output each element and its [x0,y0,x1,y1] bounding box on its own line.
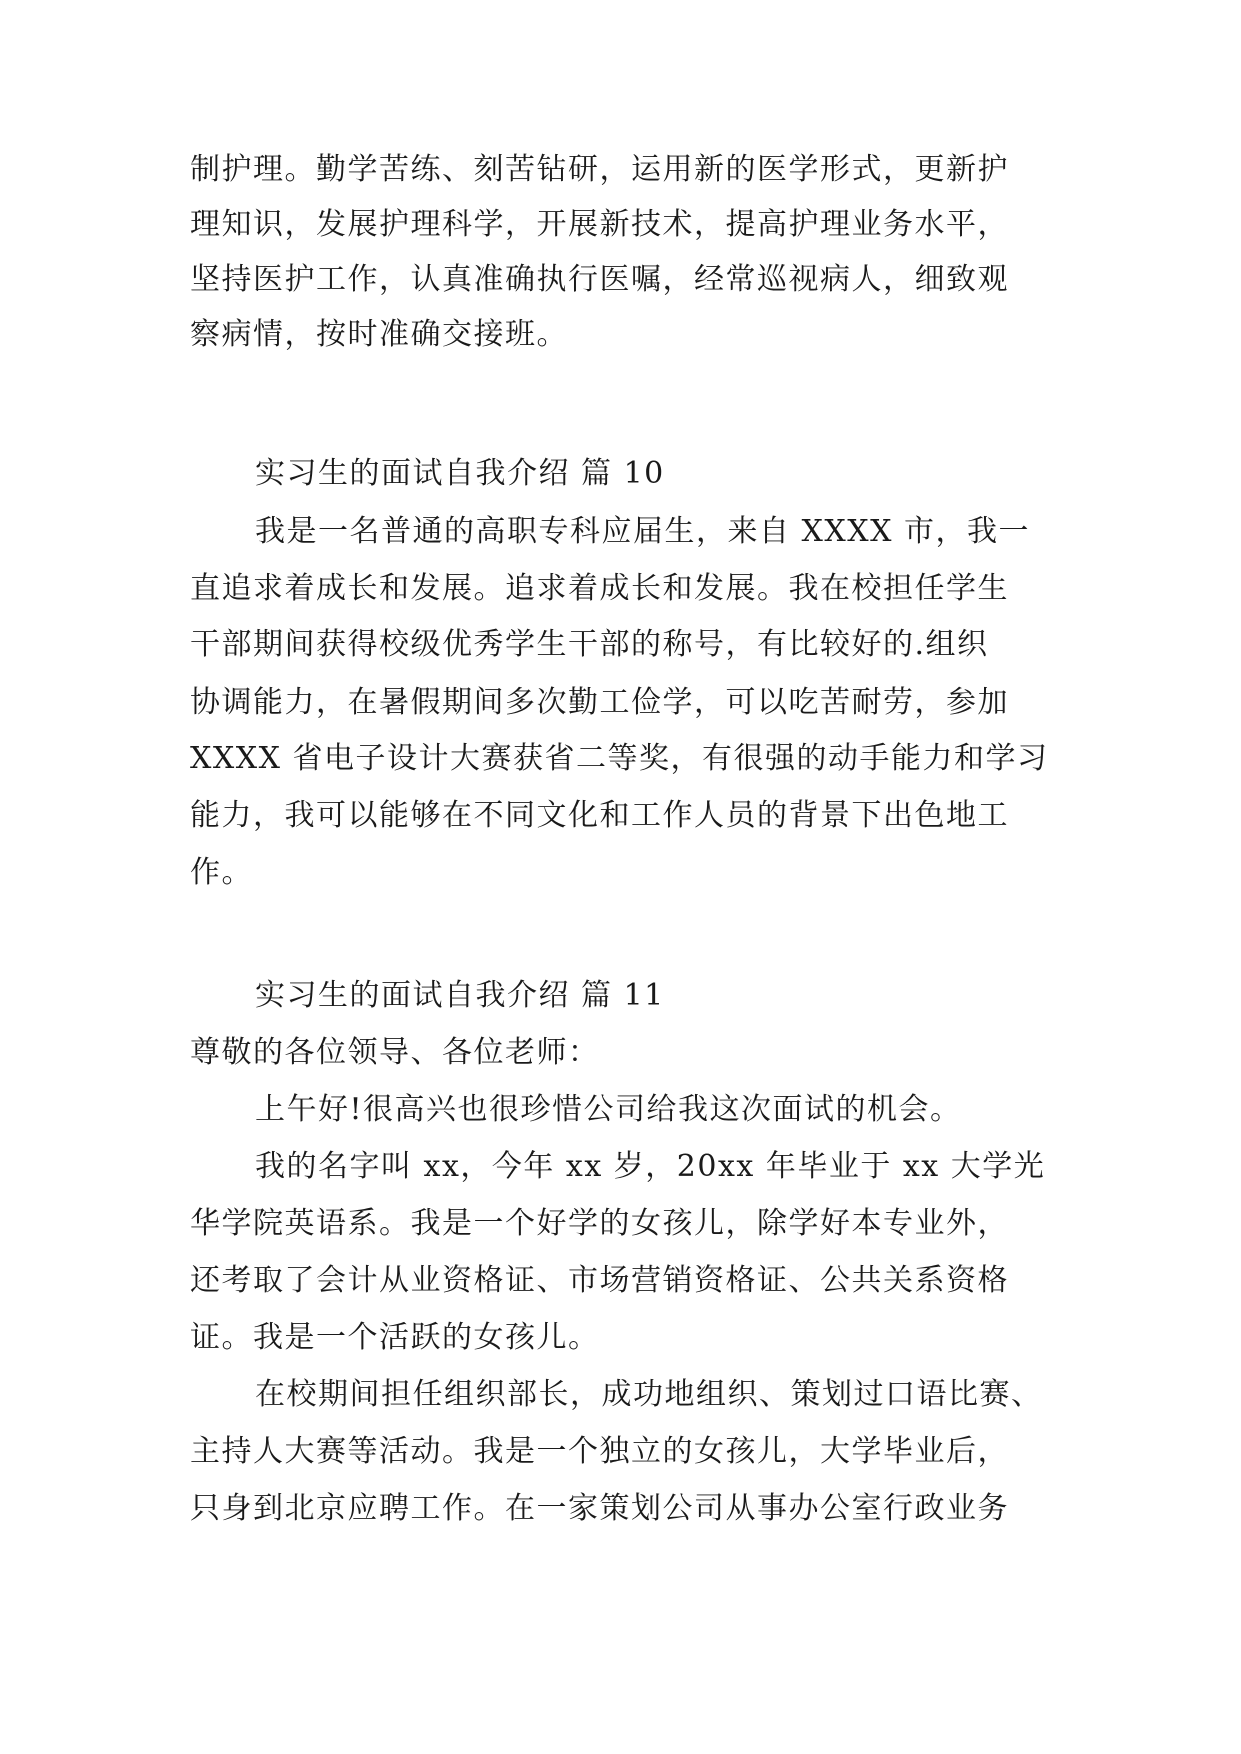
paragraph-line: 还考取了会计从业资格证、市场营销资格证、公共关系资格 [190,1263,1009,1298]
paragraph-line: 证。我是一个活跃的女孩儿。 [190,1320,600,1355]
paragraph-line: 上午好!很高兴也很珍惜公司给我这次面试的机会。 [255,1092,962,1127]
paragraph-line: 干部期间获得校级优秀学生干部的称号，有比较好的.组织 [190,627,989,662]
section-heading: 实习生的面试自我介绍 篇 11 [255,978,665,1013]
paragraph-line: 只身到北京应聘工作。在一家策划公司从事办公室行政业务 [190,1491,1009,1526]
paragraph-line: 华学院英语系。我是一个好学的女孩儿，除学好本专业外， [190,1206,1009,1241]
greeting-line: 尊敬的各位领导、各位老师： [190,1035,600,1070]
paragraph-line: 理知识，发展护理科学，开展新技术，提高护理业务水平， [190,207,1009,242]
paragraph-line: 作。 [190,855,253,890]
paragraph-line: 主持人大赛等活动。我是一个独立的女孩儿，大学毕业后， [190,1434,1009,1469]
paragraph-line: 察病情，按时准确交接班。 [190,317,568,352]
paragraph-line: 我的名字叫 xx，今年 xx 岁，20xx 年毕业于 xx 大学光 [255,1149,1046,1184]
paragraph-line: XXXX 省电子设计大赛获省二等奖，有很强的动手能力和学习 [190,741,1049,776]
section-heading: 实习生的面试自我介绍 篇 10 [255,456,665,491]
paragraph-line: 我是一名普通的高职专科应届生，来自 XXXX 市，我一 [255,514,1031,549]
paragraph-line: 在校期间担任组织部长，成功地组织、策划过口语比赛、 [255,1377,1043,1412]
paragraph-line: 坚持医护工作，认真准确执行医嘱，经常巡视病人，细致观 [190,262,1009,297]
paragraph-line: 制护理。勤学苦练、刻苦钻研，运用新的医学形式，更新护 [190,152,1009,187]
paragraph-line: 协调能力，在暑假期间多次勤工俭学，可以吃苦耐劳，参加 [190,685,1009,720]
paragraph-line: 能力，我可以能够在不同文化和工作人员的背景下出色地工 [190,798,1009,833]
paragraph-line: 直追求着成长和发展。追求着成长和发展。我在校担任学生 [190,571,1009,606]
